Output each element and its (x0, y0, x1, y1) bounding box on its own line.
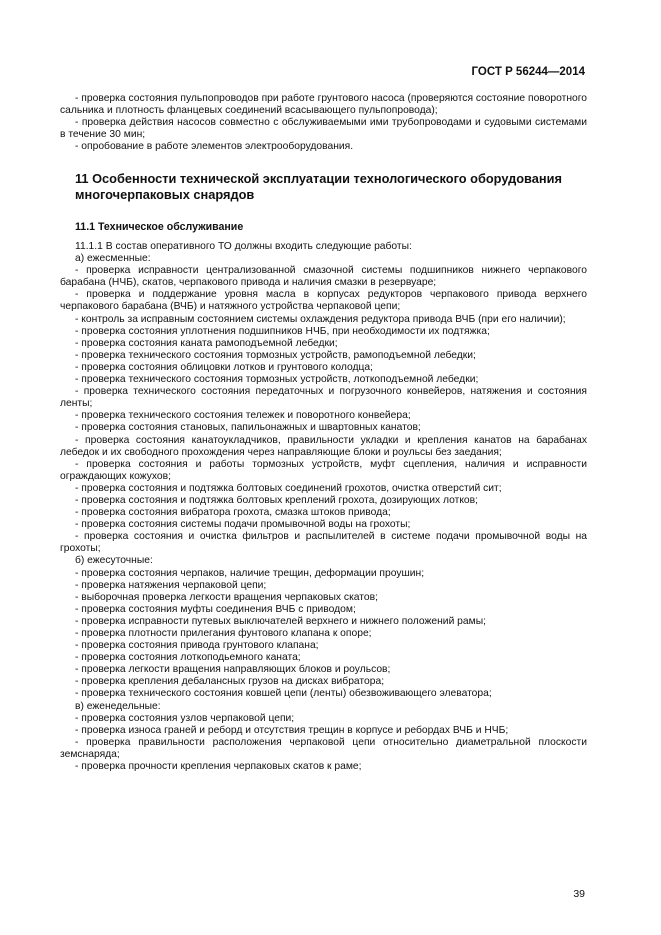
list-item: - проверка состояния черпаков, наличие трещин, деформации проушин; (75, 567, 425, 579)
list-item: - проверка технического состояния тележек и поворотного конвейера; (75, 410, 411, 422)
list-item: - проверка состояния привода грунтового клапана; (75, 640, 319, 652)
list-item: - проверка исправности путевых выключателей верхнего и нижнего положений рамы; (75, 615, 486, 627)
list-item: - проверка износа граней и реборд и отсутствия трещин в корпусе и ребордах ВЧБ и НЧБ; (75, 724, 509, 736)
lead-paragraph: 11.1.1 В состав оперативного ТО должны входить следующие работы: (75, 241, 412, 252)
list-item: - проверка состояния и очистка фильтров и распылителей в системе подачи промывочной воды на грохоты; (60, 531, 587, 555)
subsection-title: 11.1 Техническое обслуживание (75, 221, 244, 233)
list-item: - проверка состояния муфты соединения ВЧБ с приводом; (75, 603, 356, 615)
list-item: - проверка состояния канатоукладчиков, правильности укладки и крепления канатов на барабанах лебедок и их свободного прохождения через направляющие блоки и роульсы без заедания; (60, 434, 587, 458)
page-number: 39 (573, 888, 585, 900)
list-item: - проверка технического состояния передаточных и погрузочного конвейеров, натяжения и состояния ленты; (60, 386, 587, 410)
section-title: 11 Особенности технической эксплуатации технологического оборудования многочерпаковых снарядов (75, 171, 562, 202)
list-item: - проверка состояния и подтяжка болтовых соединений грохотов, очистка отверстий сит; (75, 482, 502, 494)
list-item: - проверка крепления дебалансных грузов на дисках вибратора; (75, 676, 385, 688)
list-item: - проверка состояния и подтяжка болтовых креплений грохота, дозирующих лотков; (75, 494, 478, 506)
list-item: - проверка состояния облицовки лотков и грунтового колодца; (75, 361, 373, 373)
list-item: - проверка состояния лоткоподьемного каната; (75, 652, 301, 664)
list-item: - проверка натяжения черпаковой цепи; (75, 579, 267, 591)
maintenance-list (60, 241, 587, 773)
list-item: - опробование в работе элементов электрооборудования. (75, 141, 354, 153)
list-item: - проверка состояния и работы тормозных устройств, муфт сцепления, наличия и исправности ограждающих кожухов; (60, 458, 587, 482)
list-item: - проверка действия насосов совместно с обслуживаемыми ими трубопроводами и судовыми системами в течение 30 мин; (60, 117, 587, 141)
group-label-weekly: в) еженедельные: (75, 700, 161, 712)
list-item: - проверка состояния каната рамоподъемной лебедки; (75, 337, 338, 349)
list-item: - проверка технического состояния тормозных устройств, рамоподъемной лебедки; (75, 349, 476, 361)
list-item: - проверка прочности крепления черпаковых скатов к раме; (75, 761, 362, 773)
list-item: - проверка состояния вибратора грохота, смазка штоков привода; (75, 507, 391, 519)
list-item: - проверка состояния уплотнения подшипников НЧБ, при необходимости их подтяжка; (75, 325, 490, 337)
intro-block (60, 93, 587, 153)
list-item: - проверка состояния пульпопроводов при работе грунтового насоса (проверяются состояние поворотного сальника и плотность фланцевых соединений всасывающего пульпопровода); (60, 93, 587, 117)
list-item: - проверка легкости вращения направляющих блоков и роульсов; (75, 664, 391, 676)
list-item: - контроль за исправным состоянием системы охлаждения редуктора привода ВЧБ (при его наличии); (75, 313, 566, 325)
list-item: - проверка состояния системы подачи промывочной воды на грохоты; (75, 519, 411, 531)
group-label-daily: а) ежесменные: (75, 253, 151, 265)
list-item: - проверка правильности расположения черпаковой цепи относительно диаметральной плоскости земснаряда; (60, 736, 587, 760)
list-item: - проверка технического состояния тормозных устройств, лоткоподъемной лебедки; (75, 374, 479, 386)
list-item: - проверка исправности централизованной смазочной системы подшипников нижнего черпакового барабана (НЧБ), скатов, черпакового привода и наличия смазки в резервуаре; (60, 265, 587, 289)
group-label-daily24: б) ежесуточные: (75, 555, 153, 567)
list-item: - выборочная проверка легкости вращения черпаковых скатов; (75, 591, 378, 603)
list-item: - проверка плотности прилегания фунтового клапана к опоре; (75, 628, 372, 639)
list-item: - проверка и поддержание уровня масла в корпусах редукторов черпакового привода верхнего черпакового барабана (ВЧБ) и натяжного устройства черпаковой цепи; (60, 289, 587, 313)
list-item: - проверка технического состояния ковшей цепи (ленты) обезвоживающего элеватора; (75, 688, 492, 700)
list-item: - проверка состояния становых, папильонажных и швартовных канатов; (75, 422, 421, 434)
list-item: - проверка состояния узлов черпаковой цепи; (75, 712, 295, 724)
document-code: ГОСТ Р 56244—2014 (471, 66, 585, 78)
